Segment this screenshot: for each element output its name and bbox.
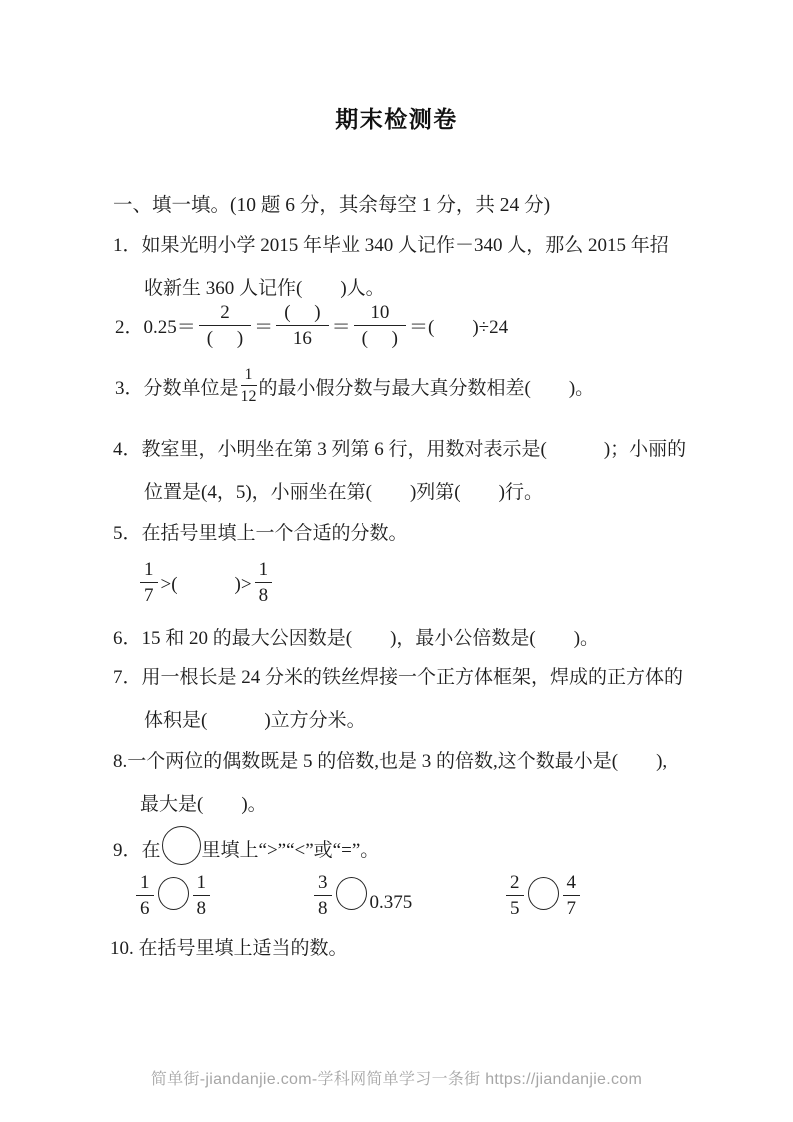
fraction-numerator: 10 bbox=[354, 303, 406, 326]
fraction-left bbox=[506, 873, 524, 918]
comparison-circle-icon bbox=[336, 877, 367, 910]
fraction-numerator: 1 bbox=[193, 873, 211, 896]
question-7-line-2: 体积是( )立方分米。 bbox=[144, 710, 366, 731]
fraction-one-seventh bbox=[140, 560, 158, 605]
equals-sign: ＝ bbox=[254, 317, 274, 338]
question-2 bbox=[115, 303, 715, 348]
fraction-one-eighth bbox=[255, 560, 273, 605]
fraction-numerator: 2 bbox=[506, 873, 524, 896]
fraction-numerator: 3 bbox=[314, 873, 332, 896]
fraction-blank-2 bbox=[276, 303, 328, 348]
comparison-circle-icon bbox=[158, 877, 189, 910]
fraction-blank-3 bbox=[354, 303, 406, 348]
question-7 bbox=[113, 665, 713, 734]
fraction-left bbox=[314, 873, 332, 918]
fraction-numerator: 1 bbox=[136, 873, 154, 896]
fraction-denominator: 8 bbox=[318, 898, 328, 919]
question-4-line-2: 位置是(4，5)，小丽坐在第( )列第( )行。 bbox=[144, 482, 543, 503]
question-9-line-1 bbox=[113, 826, 713, 865]
question-4 bbox=[113, 437, 713, 506]
comparison-1 bbox=[133, 873, 213, 918]
question-10-line-1: 10. 在括号里填上适当的数。 bbox=[110, 938, 348, 959]
fraction-blank-1 bbox=[199, 303, 251, 348]
question-5-middle: >( )> bbox=[160, 574, 252, 595]
question-9-prefix: 9．在 bbox=[113, 840, 161, 861]
fraction-denominator: ( ) bbox=[206, 328, 244, 349]
question-7-line-1: 7．用一根长是 24 分米的铁丝焊接一个正方体框架，焊成的正方体的 bbox=[113, 667, 684, 688]
question-5-expression bbox=[113, 560, 713, 605]
question-1-line-2: 收新生 360 人记作( )人。 bbox=[144, 278, 385, 299]
fraction-left bbox=[136, 873, 154, 918]
fraction-numerator: 1 bbox=[241, 367, 257, 386]
question-8-line-2: 最大是( )。 bbox=[140, 794, 267, 815]
answer-circle-icon bbox=[162, 826, 201, 865]
fraction-denominator: 5 bbox=[510, 898, 520, 919]
comparison-circle-icon bbox=[528, 877, 559, 910]
fraction-denominator: 7 bbox=[144, 585, 154, 606]
question-9-suffix: 里填上“>”“<”或“=”。 bbox=[201, 840, 380, 861]
question-3-prefix: 3．分数单位是 bbox=[115, 377, 239, 399]
question-6 bbox=[113, 626, 713, 652]
fraction-denominator: 8 bbox=[258, 585, 269, 606]
fraction-denominator: 12 bbox=[240, 388, 257, 405]
equals-sign: ＝ bbox=[331, 317, 351, 338]
fraction-denominator: 8 bbox=[196, 898, 206, 919]
question-8 bbox=[113, 749, 713, 818]
comparison-3 bbox=[503, 873, 583, 918]
fraction-one-twelfth bbox=[241, 367, 257, 405]
fraction-numerator: 4 bbox=[563, 873, 581, 896]
section-heading: 一、填一填。(10 题 6 分，其余每空 1 分，共 24 分) bbox=[113, 195, 551, 216]
question-9 bbox=[113, 826, 713, 929]
question-3 bbox=[115, 367, 715, 405]
question-5 bbox=[113, 521, 713, 605]
question-6-line-1: 6．15 和 20 的最大公因数是( )，最小公倍数是( )。 bbox=[113, 628, 600, 649]
question-2-prefix: 2．0.25＝ bbox=[115, 317, 196, 338]
fraction-numerator: 1 bbox=[140, 560, 158, 583]
question-10 bbox=[110, 936, 710, 962]
fraction-numerator: 2 bbox=[199, 303, 251, 326]
fraction-right bbox=[193, 873, 211, 918]
page-title: 期末检测卷 bbox=[335, 106, 458, 132]
fraction-numerator: ( ) bbox=[276, 303, 328, 326]
fraction-denominator: 7 bbox=[566, 898, 576, 919]
comparison-2 bbox=[311, 873, 412, 918]
fraction-denominator: 16 bbox=[292, 328, 312, 349]
question-9-comparisons bbox=[113, 873, 713, 929]
fraction-denominator: ( ) bbox=[361, 328, 399, 349]
watermark-footer: 简单街-jiandanjie.com-学科网简单学习一条街 https://jiandanjie.com bbox=[150, 1071, 643, 1088]
fraction-denominator: 6 bbox=[140, 898, 150, 919]
question-3-suffix: 的最小假分数与最大真分数相差( )。 bbox=[258, 377, 595, 399]
question-1 bbox=[113, 233, 713, 302]
question-5-line-1: 5．在括号里填上一个合适的分数。 bbox=[113, 523, 408, 544]
fraction-right bbox=[563, 873, 581, 918]
decimal-value: 0.375 bbox=[369, 891, 413, 913]
question-1-line-1: 1．如果光明小学 2015 年毕业 340 人记作－340 人，那么 2015 年招 bbox=[113, 235, 669, 256]
fraction-numerator: 1 bbox=[255, 560, 273, 583]
question-8-line-1: 8.一个两位的偶数既是 5 的倍数,也是 3 的倍数,这个数最小是( ), bbox=[113, 751, 668, 772]
question-2-tail: ＝( )÷24 bbox=[409, 317, 509, 338]
question-4-line-1: 4．教室里，小明坐在第 3 列第 6 行，用数对表示是( )；小丽的 bbox=[113, 439, 687, 460]
